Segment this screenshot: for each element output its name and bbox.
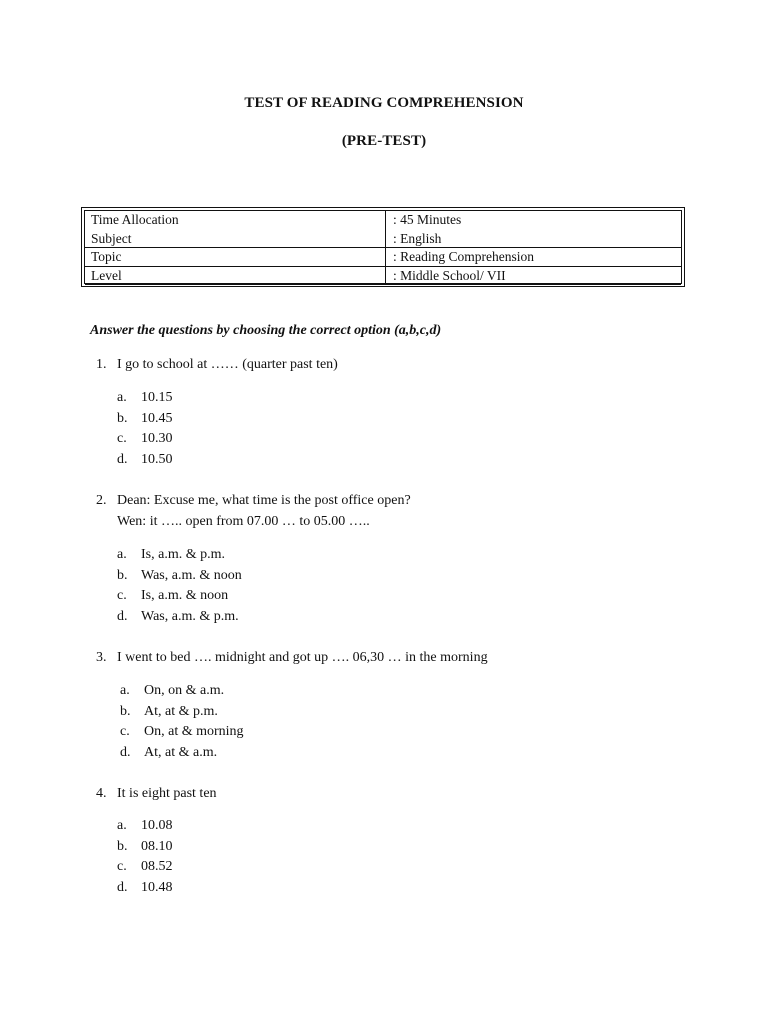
option-1d bbox=[117, 452, 173, 468]
option-text: Is, a.m. & noon bbox=[141, 588, 229, 603]
option-2c bbox=[117, 588, 228, 604]
info-label-time-allocation: Time Allocation bbox=[91, 212, 179, 227]
info-value-level: : Middle School/ VII bbox=[393, 267, 506, 283]
option-4a bbox=[117, 818, 173, 834]
option-letter: c. bbox=[117, 859, 127, 874]
info-row-topic bbox=[85, 248, 681, 267]
option-letter: a. bbox=[117, 390, 127, 405]
option-1b bbox=[117, 411, 173, 427]
option-letter: c. bbox=[117, 588, 127, 603]
document-title: TEST OF READING COMPREHENSION bbox=[244, 95, 524, 111]
option-text: On, on & a.m. bbox=[144, 683, 225, 698]
question-text: It is eight past ten bbox=[117, 786, 217, 801]
option-text: 10.50 bbox=[141, 451, 173, 467]
info-value-subject: : English bbox=[393, 230, 442, 246]
info-row-time-allocation bbox=[85, 211, 681, 230]
option-text: 10.15 bbox=[141, 390, 173, 405]
option-4d bbox=[117, 880, 173, 896]
option-text: 08.10 bbox=[141, 838, 173, 854]
instruction-text: Answer the questions by choosing the correct option (a,b,c,d) bbox=[90, 323, 442, 338]
info-label-subject: Subject bbox=[91, 230, 132, 246]
question-3 bbox=[96, 650, 488, 666]
option-text: On, at & morning bbox=[144, 724, 244, 739]
document-subtitle: (PRE-TEST) bbox=[341, 133, 427, 149]
option-letter: a. bbox=[120, 683, 130, 698]
option-2d bbox=[117, 609, 239, 625]
info-row-level bbox=[85, 267, 681, 286]
option-letter: b. bbox=[117, 410, 128, 426]
option-letter: d. bbox=[120, 744, 131, 760]
question-text: I go to school at …… (quarter past ten) bbox=[117, 357, 338, 372]
option-2a bbox=[117, 547, 225, 563]
option-text: Is, a.m. & p.m. bbox=[141, 547, 225, 562]
info-value-topic: : Reading Comprehension bbox=[393, 249, 534, 264]
option-letter: d. bbox=[117, 608, 128, 624]
option-2b bbox=[117, 568, 242, 584]
option-3d bbox=[120, 745, 217, 761]
option-text: 10.08 bbox=[141, 818, 173, 833]
option-letter: b. bbox=[120, 703, 131, 719]
question-text: I went to bed …. midnight and got up …. 06,30 … in the morning bbox=[117, 650, 488, 665]
option-4c bbox=[117, 859, 173, 875]
question-number: 2. bbox=[96, 493, 107, 508]
question-4 bbox=[96, 786, 217, 802]
option-3b bbox=[120, 704, 218, 720]
info-label-topic: Topic bbox=[91, 249, 122, 264]
option-text: At, at & p.m. bbox=[144, 703, 218, 719]
option-text: 10.30 bbox=[141, 431, 173, 446]
question-2 bbox=[96, 493, 411, 509]
option-letter: b. bbox=[117, 567, 128, 583]
option-3c bbox=[120, 724, 244, 740]
question-2-continuation: Wen: it ….. open from 07.00 … to 05.00 ….. bbox=[117, 514, 370, 529]
question-number: 3. bbox=[96, 650, 107, 665]
info-value-time-allocation: : 45 Minutes bbox=[393, 212, 462, 227]
option-letter: b. bbox=[117, 838, 128, 854]
info-row-subject bbox=[85, 230, 681, 249]
option-1c bbox=[117, 431, 173, 447]
option-text: 08.52 bbox=[141, 859, 173, 874]
option-letter: c. bbox=[117, 431, 127, 446]
option-text: Was, a.m. & p.m. bbox=[141, 608, 239, 624]
option-1a bbox=[117, 390, 173, 406]
option-letter: a. bbox=[117, 547, 127, 562]
question-number: 4. bbox=[96, 786, 107, 801]
option-3a bbox=[120, 683, 224, 699]
info-table-inner bbox=[84, 210, 682, 284]
question-number: 1. bbox=[96, 357, 107, 372]
option-letter: c. bbox=[120, 724, 130, 739]
option-text: At, at & a.m. bbox=[144, 744, 218, 760]
info-table bbox=[81, 207, 685, 287]
option-letter: d. bbox=[117, 451, 128, 467]
option-letter: d. bbox=[117, 879, 128, 895]
option-letter: a. bbox=[117, 818, 127, 833]
question-text: Dean: Excuse me, what time is the post office open? bbox=[117, 493, 411, 508]
option-text: Was, a.m. & noon bbox=[141, 567, 242, 583]
question-1 bbox=[96, 357, 338, 373]
option-4b bbox=[117, 839, 173, 855]
option-text: 10.45 bbox=[141, 410, 173, 426]
option-text: 10.48 bbox=[141, 879, 173, 895]
info-label-level: Level bbox=[91, 267, 122, 283]
